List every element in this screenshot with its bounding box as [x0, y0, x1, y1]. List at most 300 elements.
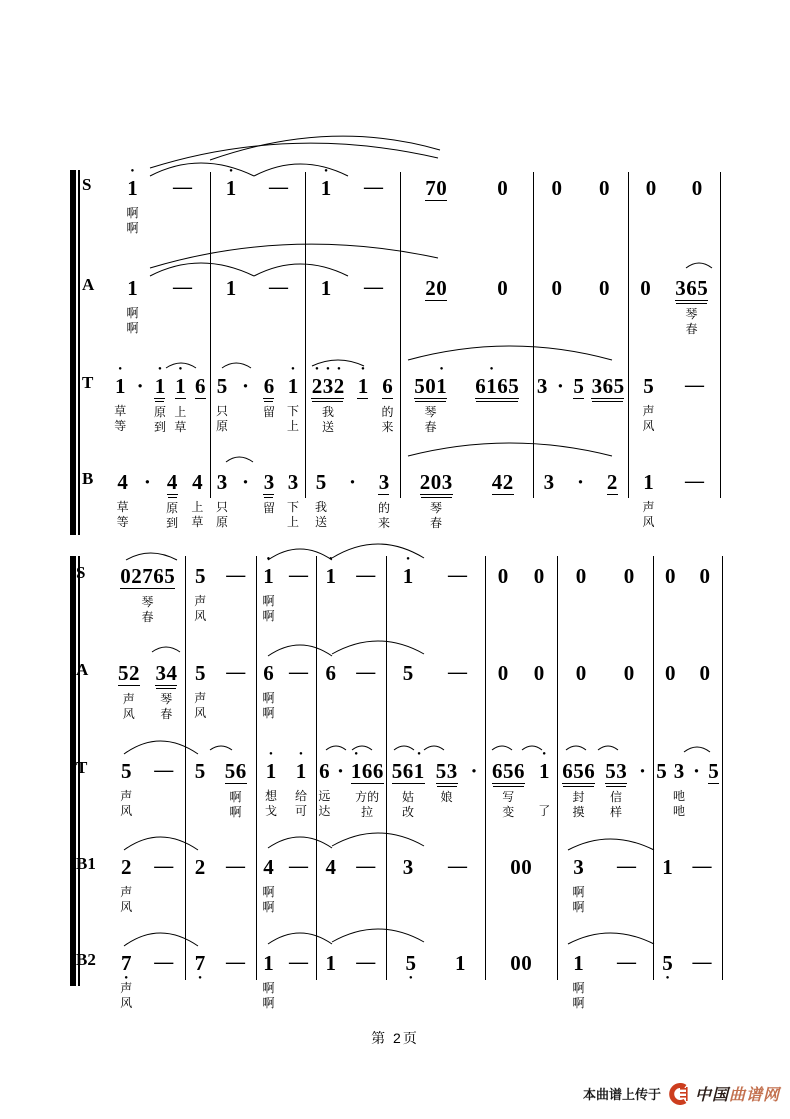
note-char: — [616, 856, 636, 877]
note-cell [287, 556, 309, 624]
dot-slot [662, 943, 673, 949]
note-char: 5 [708, 759, 719, 783]
lyric-line-1 [198, 885, 201, 900]
lyric-line-2: 拉 [361, 805, 374, 819]
note-cell [662, 847, 673, 915]
voice-label: T [76, 758, 88, 777]
lyric-line-1 [234, 981, 237, 996]
octave-dots-above [665, 653, 676, 661]
note-char: 3 [591, 374, 603, 398]
note-char: 3 [322, 374, 334, 398]
note-char: 1 [643, 470, 654, 494]
note-char: 5 [643, 374, 654, 398]
note-char: 4 [192, 470, 203, 494]
dot-slot: ● [118, 366, 122, 372]
lyric-line-1 [297, 981, 300, 996]
lyric-line-1: 的 [377, 501, 390, 515]
note-token [263, 951, 274, 975]
lyric-line-1 [703, 691, 706, 706]
note-cell [225, 653, 247, 721]
note-token [405, 951, 416, 975]
note-char: 4 [117, 470, 128, 494]
note-char: 3 [216, 470, 228, 494]
note-char: 7 [142, 564, 153, 588]
note-char: 0 [497, 176, 508, 200]
note-char: — [356, 565, 376, 586]
note-cell [538, 751, 550, 819]
note-token [656, 759, 667, 783]
dot-slot [195, 847, 206, 853]
lyric-line-2 [234, 609, 237, 624]
note-char: 2 [333, 374, 345, 398]
octave-dots-above [335, 751, 346, 759]
voice-label: T [82, 373, 94, 392]
note-char: 0 [640, 276, 651, 300]
lyric-line-2: 上 [286, 515, 299, 529]
note-cell [287, 943, 309, 1011]
note-cell [355, 847, 377, 915]
octave-dots-above [325, 653, 336, 661]
lyric-line-2 [445, 805, 448, 820]
note-char: 1 [263, 951, 274, 975]
voice-label: A [82, 275, 95, 294]
lyric-line-1: 声 [642, 404, 655, 418]
lyric-line-1 [234, 885, 237, 900]
octave-dots-above [539, 751, 550, 759]
dot-slot: ● [198, 975, 202, 981]
note-cell [295, 751, 307, 819]
note-cell [194, 653, 206, 721]
octave-dots-above [534, 556, 545, 564]
dot-slot [656, 751, 667, 757]
dot-slot [195, 751, 206, 757]
dot-slot [452, 556, 463, 562]
note-char: 5 [613, 374, 625, 398]
note-cell [637, 751, 648, 819]
dot-slot [665, 556, 676, 562]
note-cell [355, 943, 377, 1011]
lyric-line-2 [162, 804, 165, 819]
note-cell [447, 653, 469, 721]
lyric-line-1 [456, 691, 459, 706]
lyric-line-1 [537, 594, 540, 609]
octave-dots-above [263, 943, 274, 951]
lyric-line-1: 琴 [685, 307, 698, 321]
lyric-line-1: 只 [215, 500, 228, 514]
dot-slot: ● [406, 556, 410, 562]
octave-dots-above [195, 653, 206, 661]
octave-dots-above [351, 751, 384, 759]
lyric-line-2: 风 [120, 900, 133, 914]
lyric-line-2: 春 [685, 322, 698, 336]
lyric-line-2 [579, 706, 582, 721]
note-char: 0 [430, 470, 442, 494]
note-token [295, 759, 306, 783]
lyric-line-1: 方的 [355, 790, 380, 804]
note-cell [155, 653, 177, 722]
lyric-line-2 [297, 609, 300, 624]
lyric-line-2 [234, 706, 237, 721]
note-char: 5 [508, 374, 519, 398]
note-token [287, 951, 309, 975]
lyric-line-2: 啊 [126, 221, 139, 235]
lyric-line-1 [712, 790, 715, 805]
lyric-line-1: 信 [609, 790, 622, 804]
lyric-line-1: 声 [642, 500, 655, 514]
octave-dots-above [665, 556, 676, 564]
lyric-line-1: 想 [264, 789, 277, 803]
note-cell [351, 751, 384, 820]
lyric-line-1 [234, 691, 237, 706]
dot-slot [153, 589, 164, 595]
dot-slot [392, 751, 403, 757]
note-char: — [288, 565, 308, 586]
note-char: 3 [263, 470, 275, 494]
note-char: 1 [538, 759, 550, 783]
note-char: 0 [645, 176, 657, 200]
lyric-line-1 [198, 981, 201, 996]
note-cell [262, 556, 274, 624]
dot-slot [498, 556, 509, 562]
voice-label: B [82, 469, 94, 488]
measure [557, 847, 653, 915]
dot-slot [492, 751, 503, 757]
dot-slot [534, 556, 545, 562]
octave-dots-above [195, 751, 206, 759]
dot-slot [164, 556, 175, 562]
lyric-line-1: 只 [215, 404, 228, 418]
octave-dots-above [120, 556, 175, 564]
lyric-line-1 [162, 885, 165, 900]
note-char: — [448, 662, 467, 683]
octave-dots-above [319, 751, 330, 759]
octave-dots-above [360, 556, 371, 564]
lyric-line-2 [406, 900, 409, 915]
measure [653, 653, 722, 721]
dot-slot [131, 589, 142, 595]
note-char: — [154, 952, 174, 973]
dot-slot [414, 784, 425, 790]
note-cell [262, 653, 274, 721]
dot-slot: ● [665, 975, 670, 981]
note-char: · [470, 759, 478, 783]
dot-slot [673, 751, 684, 757]
dot-slot [691, 751, 702, 757]
lyric-line-1 [406, 885, 409, 900]
lyric-line-2: 到 [166, 516, 179, 530]
note-char: 1 [127, 276, 138, 300]
note-char: 1 [287, 374, 299, 398]
note-token [605, 759, 627, 784]
note-cell [153, 847, 175, 915]
dot-slot [697, 943, 708, 949]
dot-slot [452, 653, 463, 659]
note-char: 1 [350, 759, 362, 783]
note-token [195, 951, 206, 975]
lyric-line-2 [162, 900, 165, 915]
lyric-line-1: 上 [174, 405, 187, 419]
note-token [699, 564, 710, 588]
measure [386, 847, 485, 915]
note-char: 0 [551, 176, 562, 200]
dot-slot: ● [229, 168, 233, 174]
measure [557, 751, 653, 820]
note-char: 5 [573, 374, 584, 398]
lyric-line-1: 草 [116, 500, 129, 514]
lyric-line-2: 改 [401, 805, 414, 819]
lyric-line-2: 啊 [572, 900, 585, 914]
note-char: 6 [263, 374, 275, 398]
lyric-line-1 [472, 789, 475, 804]
octave-dots-above [230, 943, 241, 951]
note-char: 1 [265, 759, 277, 783]
lyric-line-1 [700, 981, 703, 996]
note-char: 6 [153, 564, 164, 588]
lyric-line-1 [660, 789, 663, 804]
dot-slot [153, 556, 164, 562]
dot-slot [121, 943, 132, 949]
measure [316, 847, 386, 915]
lyric-line-2 [712, 805, 715, 820]
dot-slot [699, 653, 710, 659]
note-token [624, 661, 635, 685]
note-token [121, 951, 132, 975]
octave-dots-above [230, 653, 241, 661]
lyric-line-2: 风 [120, 804, 133, 818]
note-char: — [288, 952, 308, 973]
lyric-line-2: 戈 [264, 804, 277, 818]
note-token [121, 855, 132, 879]
lyric-line-1 [627, 594, 630, 609]
note-char: · [348, 470, 356, 494]
dot-slot [447, 751, 458, 757]
note-cell [262, 943, 274, 1011]
note-char: 5 [315, 470, 327, 494]
octave-dots-above [325, 847, 336, 855]
octave-dots-above [158, 751, 169, 759]
note-char: 5 [194, 661, 206, 685]
note-char: · [136, 374, 144, 398]
note-char: 7 [194, 951, 206, 975]
note-cell [392, 751, 425, 820]
lyric-line-2 [329, 706, 332, 721]
octave-dots-above [452, 556, 463, 564]
octave-dots-above [662, 943, 673, 951]
lyric-line-2: 了 [538, 804, 551, 818]
watermark-brand [695, 1082, 780, 1105]
note-char: 6 [372, 759, 384, 783]
note-char: — [448, 856, 467, 877]
note-cell [576, 556, 587, 624]
note-char: 2 [120, 855, 132, 879]
note-char: 1 [486, 374, 497, 398]
lyric-line-1 [695, 789, 698, 804]
brand-dark-text: 中国 [694, 1087, 729, 1104]
note-token [153, 759, 175, 783]
note-char: 5 [118, 661, 129, 685]
note-char: 1 [320, 276, 332, 300]
note-cell [708, 751, 719, 820]
note-token [392, 759, 425, 784]
octave-dots-above [325, 943, 336, 951]
note-char: 1 [154, 374, 166, 398]
note-token [355, 855, 377, 879]
lyric-line-1 [459, 981, 462, 996]
lyric-line-1: 姑 [401, 790, 414, 804]
note-char: 3 [573, 855, 584, 879]
dot-slot [164, 589, 175, 595]
lyric-line-1: 远 [318, 789, 331, 803]
dot-slot [403, 847, 414, 853]
voice-label: S [82, 175, 92, 194]
note-char: 0 [510, 855, 521, 879]
note-char: 5 [216, 374, 228, 398]
dot-slot: ● [489, 366, 494, 372]
note-cell [498, 556, 509, 624]
note-char: 6 [475, 374, 486, 398]
dot-slot [510, 847, 521, 853]
note-token [662, 855, 673, 879]
measure [316, 943, 386, 1011]
note-cell [605, 751, 627, 820]
note-token [403, 564, 414, 588]
note-token [265, 759, 276, 783]
note-char: 1 [225, 276, 237, 300]
note-char: · [241, 374, 249, 398]
octave-dots-above [195, 943, 206, 951]
octave-dots-above [562, 751, 595, 759]
dot-slot [697, 847, 708, 853]
lyric-line-1: 的 [381, 405, 394, 419]
octave-dots-above [576, 653, 587, 661]
lyric-line-1 [234, 594, 237, 609]
lyric-line-1 [519, 981, 522, 996]
note-cell [615, 847, 637, 915]
note-char: 0 [599, 176, 610, 200]
dot-slot [708, 751, 719, 757]
note-token [118, 661, 140, 686]
note-char: 5 [414, 374, 425, 398]
note-token [665, 661, 676, 685]
lyric-line-1: 原 [153, 405, 166, 419]
lyric-line-1 [162, 789, 165, 804]
note-token [665, 564, 676, 588]
lyric-line-2 [579, 609, 582, 624]
lyric-line-2 [695, 804, 698, 819]
dot-slot [230, 653, 241, 659]
lyric-line-2 [406, 706, 409, 721]
note-char: 3 [378, 470, 390, 494]
octave-dots-above [403, 653, 414, 661]
dot-slot [584, 751, 595, 757]
lyric-line-2 [501, 609, 504, 624]
note-char: 0 [599, 276, 610, 300]
lyric-line-1: 声 [194, 691, 207, 705]
lyric-line-1 [501, 594, 504, 609]
note-cell [325, 556, 336, 624]
lyric-line-2 [456, 900, 459, 915]
octave-dots-above [155, 653, 177, 661]
dot-slot [325, 847, 336, 853]
note-cell [447, 847, 469, 915]
dot-slot [403, 751, 414, 757]
note-char: · [241, 470, 249, 494]
note-token [470, 759, 479, 783]
note-cell [120, 556, 175, 625]
note-token [534, 661, 545, 685]
dot-slot: ● [337, 366, 341, 372]
note-char: 0 [575, 661, 587, 685]
dot-slot [521, 847, 532, 853]
lyric-line-2 [339, 804, 342, 819]
note-token [662, 951, 673, 975]
note-token [336, 759, 345, 783]
note-token [615, 951, 637, 975]
dot-slot [263, 847, 274, 853]
note-char: 0 [521, 855, 532, 879]
measure [185, 751, 256, 820]
note-char: 0 [425, 374, 436, 398]
lyric-line-2: 原 [215, 515, 228, 529]
lyric-line-2: 风 [642, 515, 655, 529]
dot-slot: ● [324, 168, 328, 174]
lyric-line-2 [297, 900, 300, 915]
octave-dots-above [118, 653, 140, 661]
note-token [325, 661, 336, 685]
note-char: · [638, 759, 646, 783]
lyric-line-1 [543, 789, 546, 804]
note-cell [325, 847, 336, 915]
note-token [573, 855, 584, 879]
octave-dots-above [573, 847, 584, 855]
dot-slot: ● [417, 751, 421, 757]
octave-dots-above [392, 751, 425, 759]
octave-dots-above [510, 847, 532, 855]
note-char: 5 [435, 759, 447, 783]
lyric-line-2: 啊 [262, 609, 275, 623]
note-token [225, 951, 247, 975]
octave-dots-above [360, 653, 371, 661]
measure [557, 653, 653, 721]
note-cell [673, 751, 685, 819]
octave-dots-above [576, 556, 587, 564]
lyric-line-2: 等 [114, 419, 127, 433]
octave-dots-above [498, 653, 509, 661]
octave-dots-above [263, 556, 274, 564]
note-char: 1 [320, 176, 332, 200]
note-char: 2 [311, 374, 323, 398]
dot-slot [195, 556, 206, 562]
note-char: 0 [497, 276, 508, 300]
note-token [673, 759, 684, 783]
note-token [638, 759, 647, 783]
voice-label: A [76, 660, 89, 679]
note-cell [195, 751, 206, 819]
note-char: 4 [166, 661, 177, 685]
note-char: 1 [175, 374, 186, 398]
dot-slot [576, 653, 587, 659]
lyric-line-1 [519, 885, 522, 900]
note-char: 2 [419, 470, 431, 494]
note-char: 1 [455, 951, 466, 975]
note-token [539, 759, 550, 783]
note-token [325, 951, 336, 975]
measure [386, 653, 485, 721]
note-cell [656, 751, 667, 819]
note-token [195, 759, 206, 783]
note-char: 1 [263, 564, 274, 588]
dot-slot [121, 751, 132, 757]
